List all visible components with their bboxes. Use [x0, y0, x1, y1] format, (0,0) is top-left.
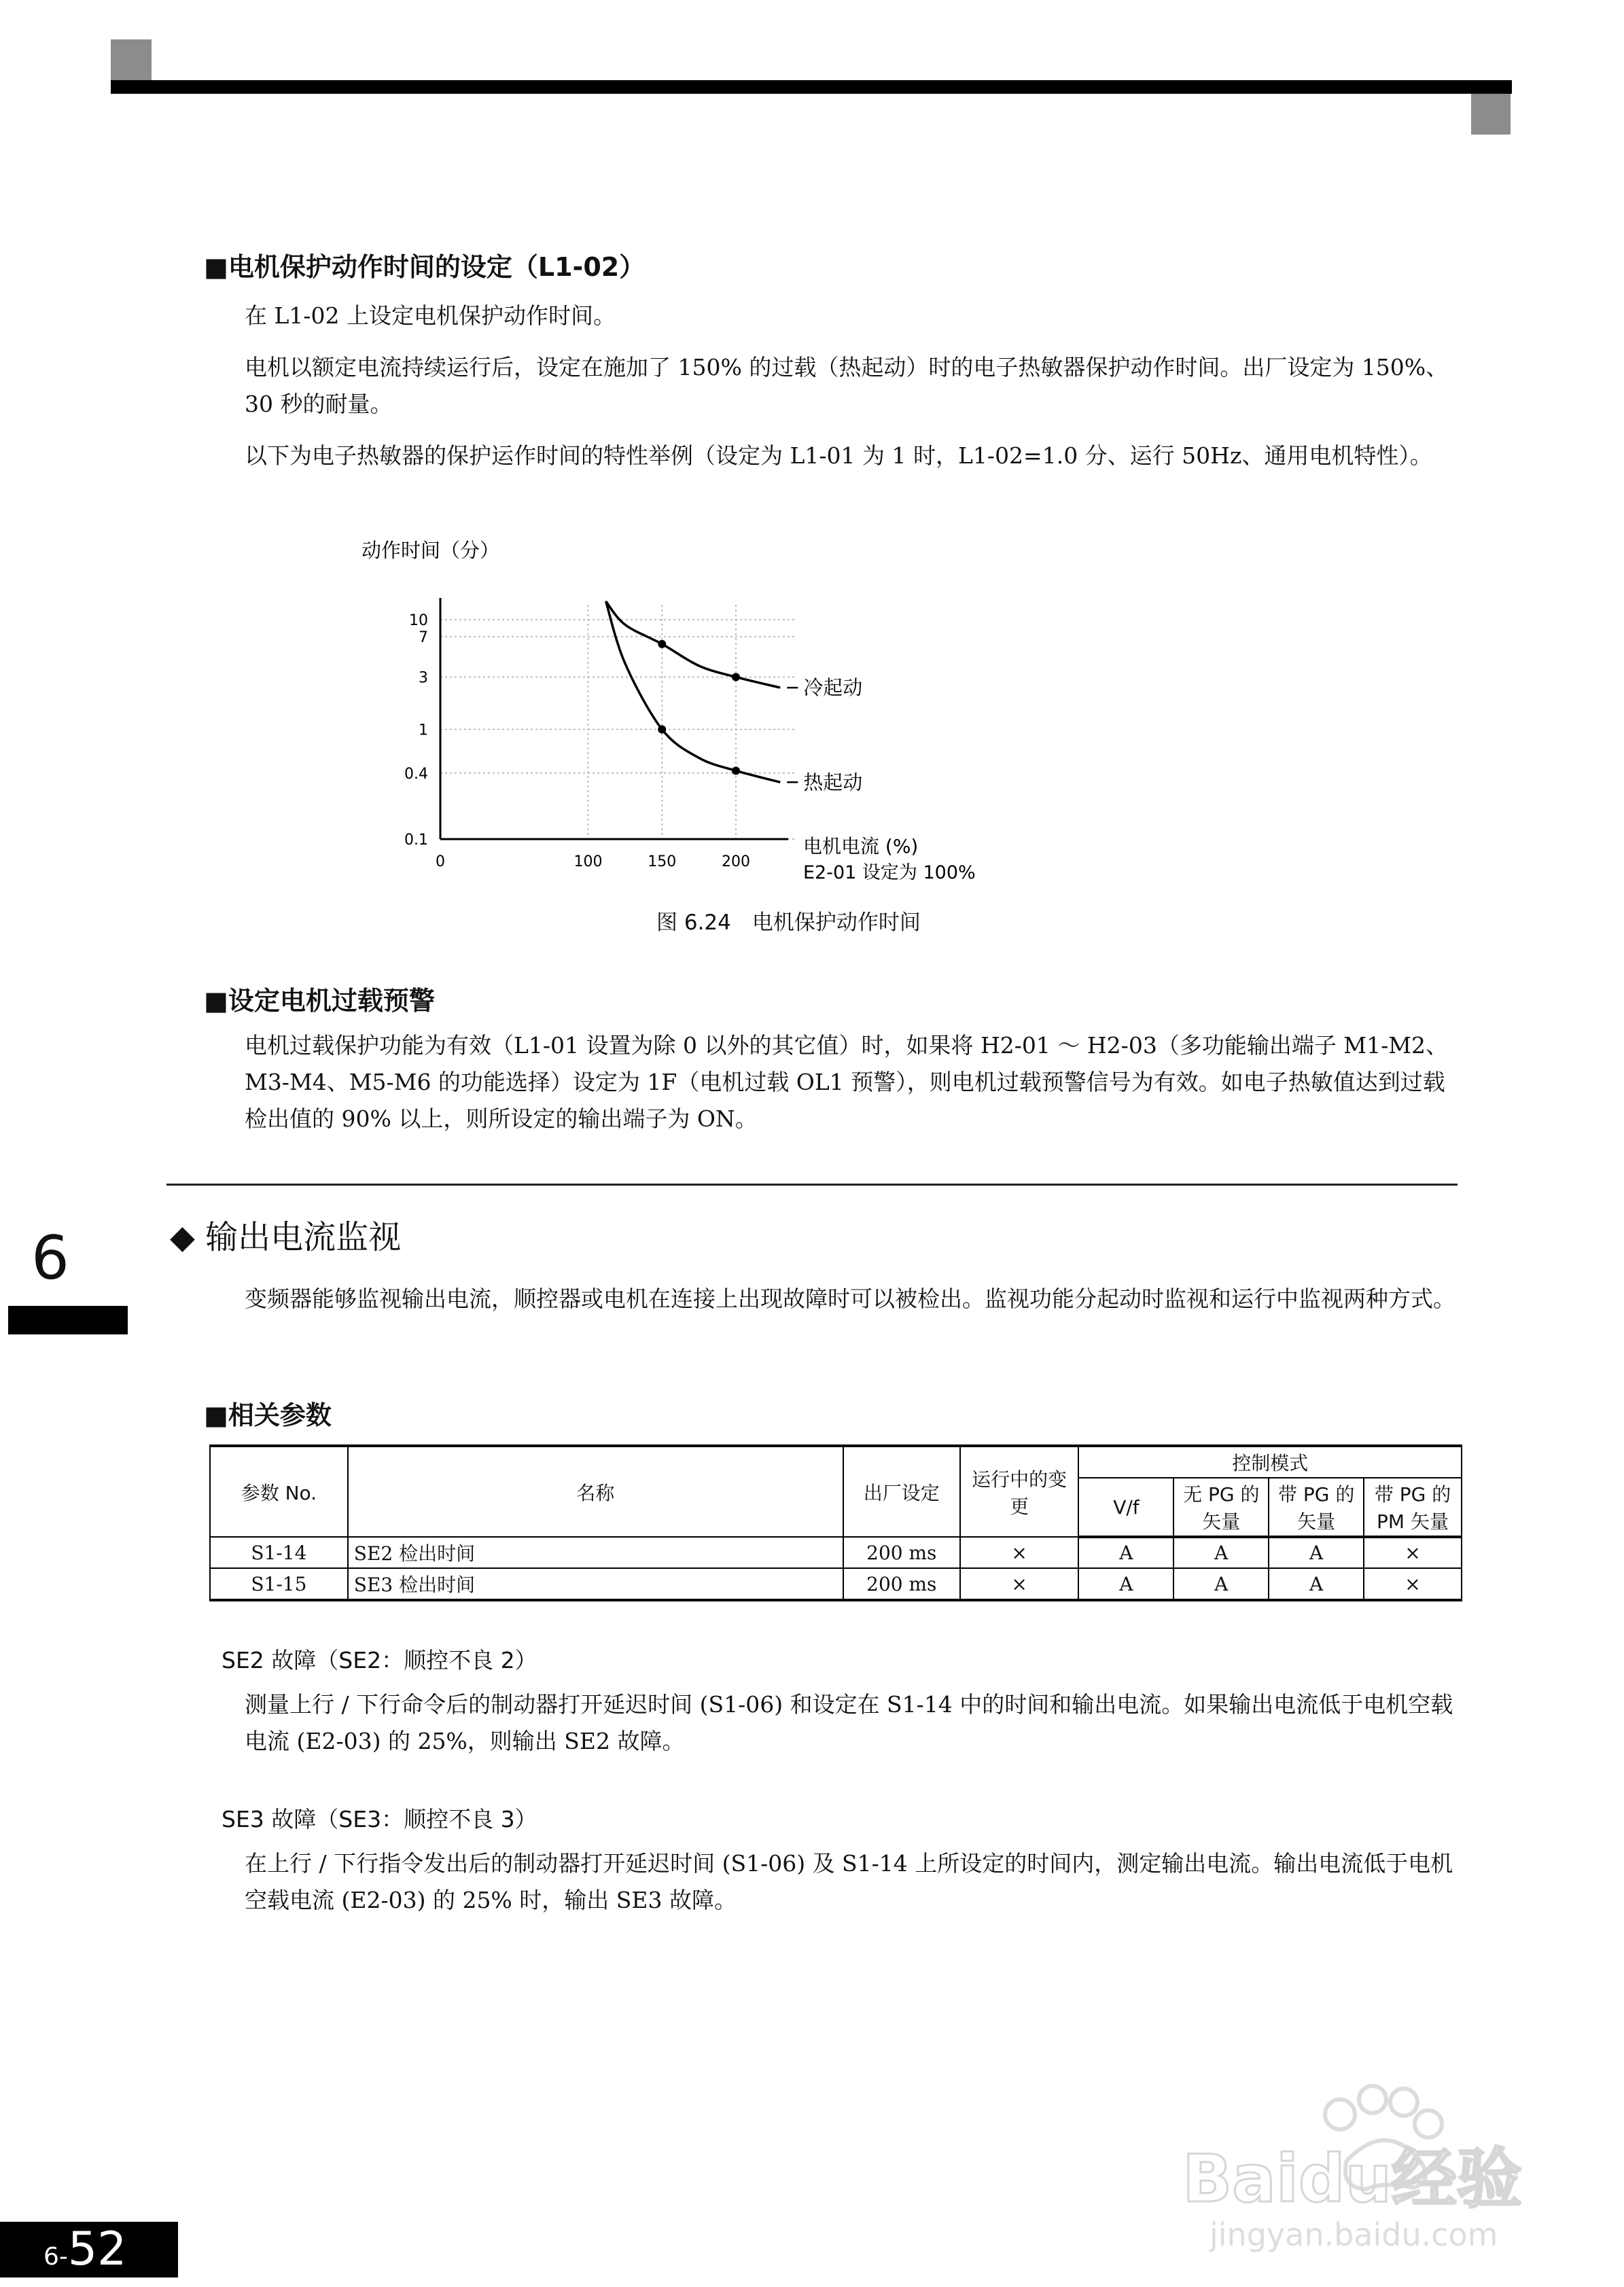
- cell-open-loop: A: [1173, 1568, 1269, 1600]
- page-number: [43, 2222, 126, 2277]
- chart-series-line: [606, 601, 781, 688]
- header-open-loop-vector: 无 PG 的矢量: [1173, 1478, 1269, 1537]
- header-rule: [111, 80, 1512, 94]
- se2-paragraph: 测量上行 / 下行命令后的制动器打开延迟时间 (S1-06) 和设定在 S1-14 中的时间和输出电流。如果输出电流低于电机空载电流 (E2-03) 的 25%，则输出 SE2 故障。: [245, 1691, 1453, 1754]
- header-vf: V/f: [1078, 1478, 1173, 1537]
- cell-pm: ×: [1364, 1568, 1462, 1600]
- header-marker-right: [1471, 94, 1511, 135]
- se3-heading: SE3 故障（SE3：顺控不良 3）: [222, 1806, 537, 1832]
- cell-param-no: S1-14: [210, 1537, 348, 1568]
- parameter-table: [209, 1444, 1462, 1601]
- cell-runtime: ×: [960, 1537, 1079, 1568]
- header-pm-vector: 带 PG 的 PM 矢量: [1364, 1478, 1462, 1537]
- chart-x-tick-label: 0: [436, 853, 445, 870]
- chart-y-tick-label: 0.4: [404, 765, 428, 783]
- cell-vf: A: [1078, 1537, 1173, 1568]
- chart-x-tick-label: 200: [722, 853, 750, 870]
- cell-name: SE3 检出时间: [348, 1568, 843, 1600]
- cell-vf: A: [1078, 1568, 1173, 1600]
- section-heading-protection-time: ■电机保护动作时间的设定（L1-02）: [204, 252, 646, 282]
- chart-series: [606, 601, 781, 782]
- chart-y-tick-label: 0.1: [404, 832, 428, 849]
- section-heading-overload-warning: ■设定电机过载预警: [204, 986, 435, 1016]
- chart-y-tick-label: 1: [419, 722, 428, 739]
- section1-paragraph: 在 L1-02 上设定电机保护动作时间。: [245, 302, 616, 329]
- chart-data-point: [658, 640, 666, 648]
- header-param-no: 参数 No.: [210, 1446, 348, 1537]
- header-closed-loop-vector: 带 PG 的矢量: [1269, 1478, 1364, 1537]
- cell-closed-loop: A: [1269, 1537, 1364, 1568]
- se3-paragraph: 在上行 / 下行指令发出后的制动器打开延迟时间 (S1-06) 及 S1-14 上所设定的时间内，测定输出电流。输出电流低于电机空载电流 (E2-03) 的 25% 时，输出 SE3 故障。: [245, 1850, 1453, 1913]
- chart-x-axis-note: E2-01 设定为 100%: [803, 862, 976, 883]
- se2-heading: SE2 故障（SE2：顺控不良 2）: [222, 1647, 537, 1673]
- protection-time-chart: [353, 530, 1033, 910]
- chart-y-tick-label: 10: [409, 612, 428, 629]
- chart-data-point: [732, 673, 740, 681]
- cell-closed-loop: A: [1269, 1568, 1364, 1600]
- section2-paragraph: 电机过载保护功能为有效（L1-01 设置为除 0 以外的其它值）时，如果将 H2-01 ～ H2-03（多功能输出端子 M1-M2、M3-M4、M5-M6 的功能选择）设定为 1F（电机过载 OL1 预警），则电机过载预警信号为有效。如电子热敏值达到过载检出值的 90% 以上，则所设定的输出端子为 ON。: [245, 1032, 1449, 1132]
- table-row: [210, 1568, 1462, 1600]
- header-marker-left: [111, 39, 152, 82]
- header-control-mode: 控制模式: [1078, 1446, 1462, 1478]
- chart-x-tick-label: 150: [648, 853, 677, 870]
- section-divider: [166, 1184, 1458, 1186]
- chart-labels: [361, 539, 976, 883]
- chart-x-tick-label: 100: [573, 853, 603, 870]
- cell-pm: ×: [1364, 1537, 1462, 1568]
- chart-x-axis-label: 电机电流 (%): [803, 835, 919, 857]
- header-factory-setting: 出厂设定: [843, 1446, 960, 1537]
- cell-factory: 200 ms: [843, 1568, 960, 1600]
- chart-series-label: 冷起动: [803, 676, 863, 700]
- chart-tick-labels: [404, 612, 750, 870]
- watermark-url: jingyan.baidu.com: [1210, 2216, 1498, 2253]
- cell-name: SE2 检出时间: [348, 1537, 843, 1568]
- chart-data-point: [732, 766, 740, 775]
- chart-y-tick-label: 7: [419, 629, 428, 647]
- chapter-marker-bar: [8, 1306, 128, 1334]
- chart-y-axis-label: 动作时间（分）: [361, 539, 500, 562]
- watermark-brand: Baidu经验: [1182, 2141, 1522, 2217]
- chart-series-label: 热起动: [803, 770, 863, 794]
- section-heading-related-params: ■相关参数: [204, 1400, 332, 1430]
- section1-paragraph: 电机以额定电流持续运行后，设定在施加了 150% 的过载（热起动）时的电子热敏器保护动作时间。出厂设定为 150%、30 秒的耐量。: [245, 354, 1449, 417]
- cell-factory: 200 ms: [843, 1537, 960, 1568]
- chart-y-tick-label: 3: [419, 669, 428, 687]
- section3-paragraph: 变频器能够监视输出电流，顺控器或电机在连接上出现故障时可以被检出。监视功能分起动时监视和运行中监视两种方式。: [245, 1286, 1455, 1312]
- header-runtime-change: 运行中的变更: [960, 1446, 1079, 1537]
- baidu-watermark: [1162, 2079, 1570, 2263]
- cell-param-no: S1-15: [210, 1568, 348, 1600]
- chart-data-point: [658, 726, 666, 734]
- cell-open-loop: A: [1173, 1537, 1269, 1568]
- cell-runtime: ×: [960, 1568, 1079, 1600]
- section-title-output-current-monitor: ◆ 输出电流监视: [170, 1218, 402, 1256]
- section1-body: [245, 298, 1461, 489]
- chart-caption: 图 6.24 电机保护动作时间: [656, 910, 921, 935]
- chapter-number: 6: [31, 1223, 69, 1293]
- table-row: [210, 1537, 1462, 1568]
- header-name: 名称: [348, 1446, 843, 1537]
- page-number-prefix: 6-: [43, 2243, 68, 2271]
- page-number-value: 52: [67, 2222, 127, 2276]
- section1-paragraph: 以下为电子热敏器的保护运作时间的特性举例（设定为 L1-01 为 1 时，L1-02=1.0 分、运行 50Hz、通用电机特性）。: [245, 442, 1432, 469]
